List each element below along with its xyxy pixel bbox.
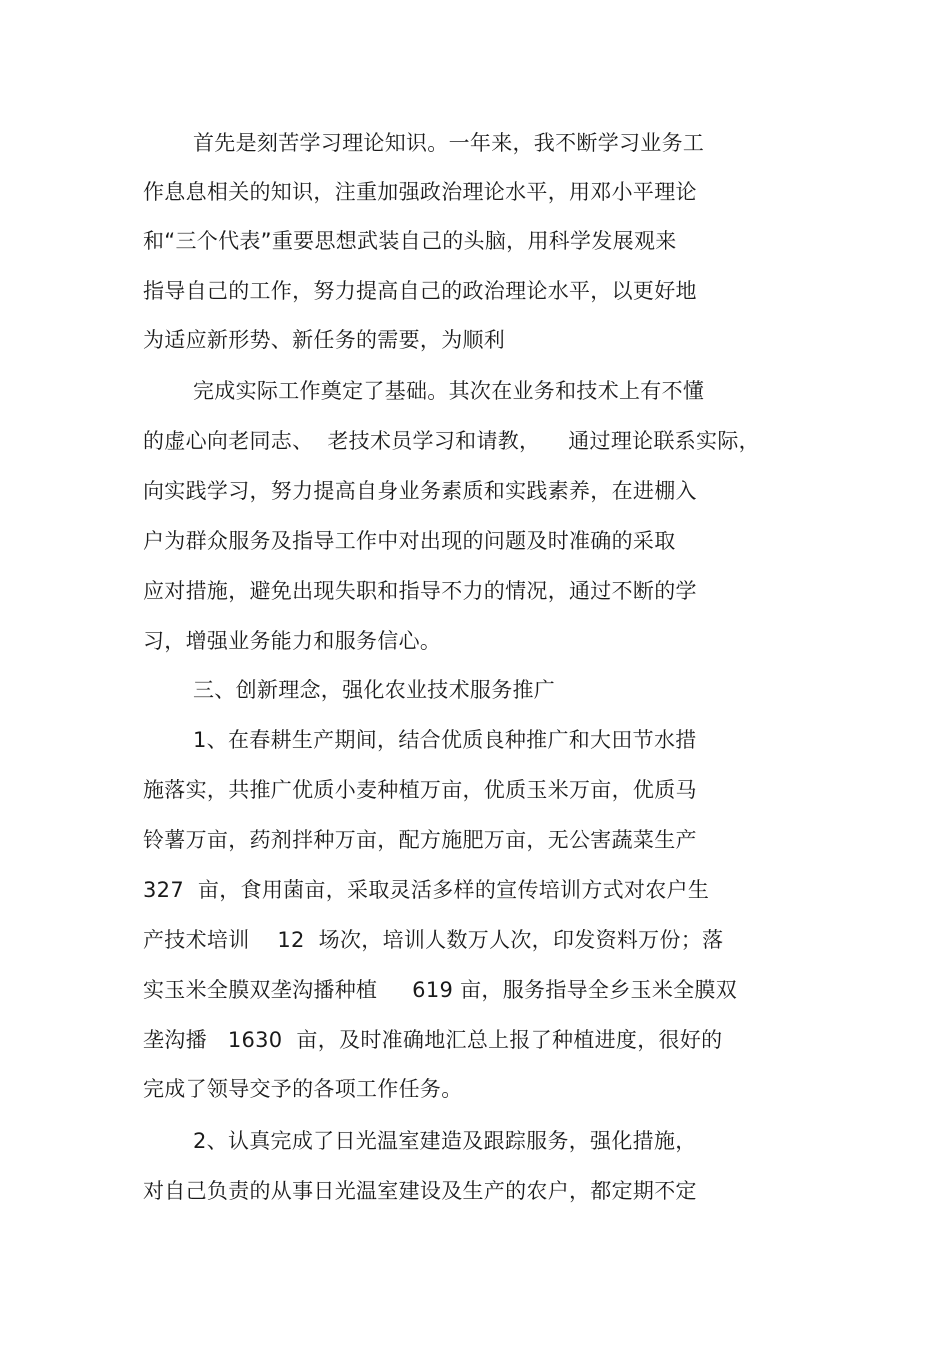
text-line-10: 应对措施，避免出现失职和指导不力的情况，通过不断的学: [143, 579, 697, 603]
text-line-21: 2、认真完成了日光温室建造及跟踪服务，强化措施，: [193, 1129, 697, 1153]
text-line-19: 垄沟播 1630 亩，及时准确地汇总上报了种植进度，很好的: [143, 1028, 723, 1052]
text-line-18: 实玉米全膜双垄沟播种植 619 亩，服务指导全乡玉米全膜双: [143, 978, 738, 1002]
text-line-14: 施落实，共推广优质小麦种植万亩，优质玉米万亩，优质马: [143, 778, 697, 802]
text-line-9: 户为群众服务及指导工作中对出现的问题及时准确的采取: [143, 529, 676, 553]
section-heading: 三、创新理念，强化农业技术服务推广: [193, 678, 556, 702]
text-line-2: 作息息相关的知识，注重加强政治理论水平，用邓小平理论: [143, 180, 697, 204]
text-line-13: 1、在春耕生产期间，结合优质良种推广和大田节水措: [193, 728, 697, 752]
text-line-15: 铃薯万亩，药剂拌种万亩，配方施肥万亩，无公害蔬菜生产: [143, 828, 697, 852]
text-line-1: 首先是刻苦学习理论知识。一年来，我不断学习业务工: [193, 131, 705, 155]
text-line-7: 的虚心向老同志、 老技术员学习和请教， 通过理论联系实际，: [143, 429, 760, 453]
text-line-20: 完成了领导交予的各项工作任务。: [143, 1077, 463, 1101]
text-line-5: 为适应新形势、新任务的需要，为顺利: [143, 328, 506, 352]
text-line-6: 完成实际工作奠定了基础。其次在业务和技术上有不懂: [193, 379, 705, 403]
text-line-16: 327 亩，食用菌亩，采取灵活多样的宣传培训方式对农户生: [143, 878, 710, 902]
text-line-4: 指导自己的工作，努力提高自己的政治理论水平，以更好地: [143, 279, 697, 303]
text-line-3: 和“三个代表”重要思想武装自己的头脑，用科学发展观来: [143, 229, 677, 253]
text-line-17: 产技术培训 12 场次，培训人数万人次，印发资料万份；落: [143, 928, 724, 952]
text-line-11: 习，增强业务能力和服务信心。: [143, 629, 442, 653]
text-line-8: 向实践学习，努力提高自身业务素质和实践素养，在进棚入: [143, 479, 697, 503]
text-line-22: 对自己负责的从事日光温室建设及生产的农户，都定期不定: [143, 1179, 697, 1203]
